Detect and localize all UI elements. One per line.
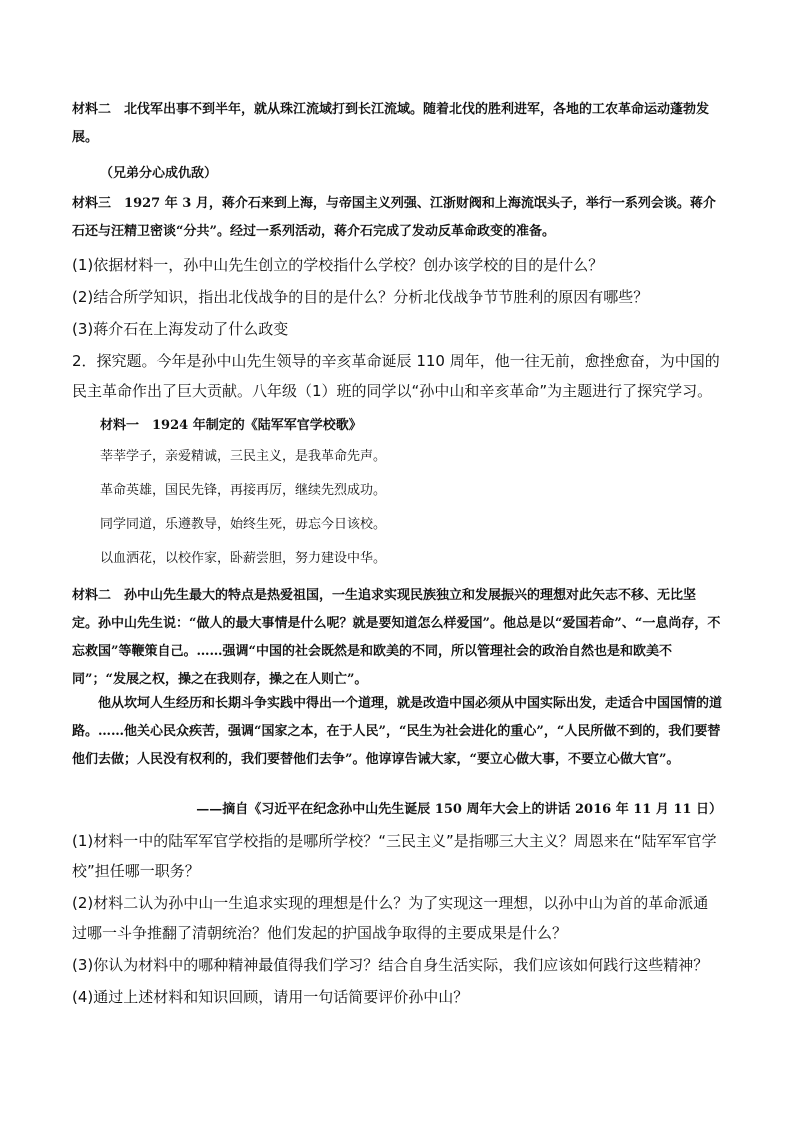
material-2-p1: 孙中山先生最大的特点是热爱祖国，一生追求实现民族独立和发展振兴的理想对此矢志不移、无比坚定。孙中山先生说：“做人的最大事情是什么呢？就是要知道怎么样爱国”。他总是以“爱国若命”、“一息尚存，不忘救国”等鞭策自己。……强调“中国的社会既然是和欧美的不同，所以管理社会的政治自然也是和欧美不同”；“发展之权，操之在我则存，操之在人则亡”。 (72, 588, 721, 687)
material-3-text: 1927 年 3 月，蒋介石来到上海，与帝国主义列强、江浙财阀和上海流氓头子，举行一系列会谈。蒋介石还与汪精卫密谈“分共”。经过一系列活动，蒋介石完成了发动反革命政变的准备。 (72, 196, 716, 239)
material-2-top (72, 96, 722, 152)
question-2-2: (2)材料二认为孙中山一生追求实现的理想是什么？为了实现这一理想，以孙中山为首的革命派通过哪一斗争推翻了清朝统治？他们发起的护国战争取得的主要成果是什么？ (72, 894, 709, 942)
material-2-top-text: 北伐军出事不到半年，就从珠江流域打到长江流域。随着北伐的胜利进军，各地的工农革命运动蓬勃发展。 (72, 102, 710, 145)
material-2-source: ——摘自《习近平在纪念孙中山先生诞辰 150 周年大会上的讲话 2016 年 11 月 11 日） (196, 802, 722, 817)
question-2-3: (3)你认为材料中的哪种精神最值得我们学习？结合自身生活实际，我们应该如何践行这些精神？ (72, 956, 709, 974)
song-line-1: 莘莘学子，亲爱精诚，三民主义，是我革命先声。 (100, 449, 387, 464)
material-3-label: 材料三 (72, 196, 112, 211)
song-line-2: 革命英雄，国民先锋，再接再厉，继续先烈成功。 (100, 483, 387, 498)
material-1-title: 材料一 1924 年制定的《陆军军官学校歌》 (100, 418, 362, 433)
song-line-4: 以血洒花，以校作家，卧薪尝胆，努力建设中华。 (100, 551, 387, 566)
question-2-intro: 2．探究题。今年是孙中山先生领导的辛亥革命诞辰 110 周年，他一往无前，愈挫愈奋，为中国的民主革命作出了巨大贡献。八年级（1）班的同学以“孙中山和辛亥革命”为主题进行了探究学习。 (72, 352, 720, 400)
question-1-3: (3)蒋介石在上海发动了什么政变 (72, 320, 289, 338)
school-song (72, 440, 722, 576)
material-caption: （兄弟分心成仇敌） (100, 166, 218, 181)
question-2-1: (1)材料一中的陆军军官学校指的是哪所学校？“三民主义”是指哪三大主义？周恩来在“陆军军官学校”担任哪一职务？ (72, 832, 717, 880)
material-2-top-label: 材料二 (72, 102, 112, 117)
question-1-1: (1)依据材料一，孙中山先生创立的学校指什么学校？创办该学校的目的是什么？ (72, 256, 604, 274)
song-line-3: 同学同道，乐遵教导，始终生死，毋忘今日该校。 (100, 517, 387, 532)
question-2-4: (4)通过上述材料和知识回顾，请用一句话简要评价孙中山？ (72, 988, 469, 1006)
material-2-body (72, 582, 722, 694)
material-3 (72, 190, 722, 246)
material-2-p2: 他从坎坷人生经历和长期斗争实践中得出一个道理，就是改造中国必须从中国实际出发，走适合中国国情的道路。……他关心民众疾苦，强调“国家之本，在于人民”，“民生为社会进化的重心”，“人民所做不到的，我们要替他们去做；人民没有权利的，我们要替他们去争”。他谆谆告诫大家，“要立心做大事，不要立心做大官”。 (72, 696, 723, 767)
material-2-label: 材料二 (72, 588, 112, 603)
question-1-2: (2)结合所学知识，指出北伐战争的目的是什么？分析北伐战争节节胜利的原因有哪些？ (72, 288, 649, 306)
